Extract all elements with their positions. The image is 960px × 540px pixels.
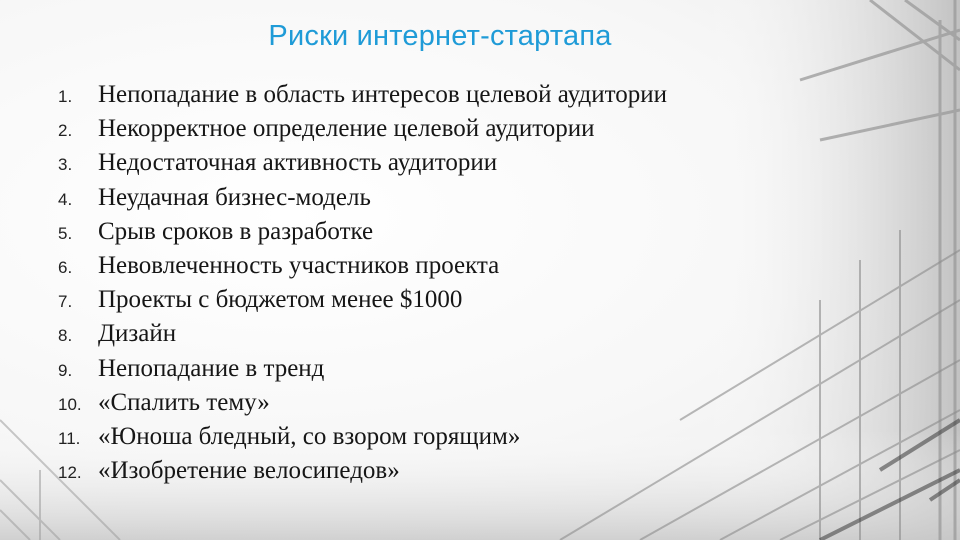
item-number: 12.	[58, 463, 82, 483]
list-item	[58, 215, 667, 249]
risk-list	[58, 78, 667, 488]
list-item	[58, 283, 667, 317]
item-text: Недостаточная активность аудитории	[98, 149, 498, 177]
list-item	[58, 454, 667, 488]
item-text: Некорректное определение целевой аудитории	[98, 115, 595, 143]
item-number: 5.	[58, 223, 73, 243]
list-item	[58, 181, 667, 215]
list-item	[58, 386, 667, 420]
item-number: 1.	[58, 87, 73, 106]
item-text: Дизайн	[98, 320, 177, 348]
item-number: 7.	[58, 292, 73, 312]
item-number: 9.	[58, 360, 73, 380]
item-text: «Спалить тему»	[98, 388, 270, 416]
slide-title: Риски интернет-стартапа	[268, 20, 612, 52]
item-number: 6.	[58, 257, 73, 277]
list-item	[58, 420, 667, 454]
item-text: Невовлеченность участников проекта	[98, 251, 500, 279]
item-number: 10.	[58, 394, 82, 414]
item-text: Неудачная бизнес-модель	[98, 183, 371, 211]
item-text: Непопадание в область интересов целевой аудитории	[98, 81, 667, 108]
item-text: «Юноша бледный, со взором горящим»	[98, 422, 521, 450]
item-number: 2.	[58, 121, 73, 141]
item-text: Непопадание в тренд	[98, 354, 325, 382]
list-item	[58, 317, 667, 351]
item-number: 11.	[58, 428, 81, 448]
item-number: 3.	[58, 155, 73, 175]
item-number: 8.	[58, 326, 73, 346]
list-item	[58, 249, 667, 283]
list-item	[58, 146, 667, 180]
item-text: Срыв сроков в разработке	[98, 217, 374, 245]
list-item	[58, 112, 667, 146]
item-text: «Изобретение велосипедов»	[98, 457, 400, 485]
item-number: 4.	[58, 189, 73, 209]
item-text: Проекты с бюджетом менее $1000	[98, 286, 463, 314]
list-item	[58, 78, 667, 112]
list-item	[58, 352, 667, 386]
